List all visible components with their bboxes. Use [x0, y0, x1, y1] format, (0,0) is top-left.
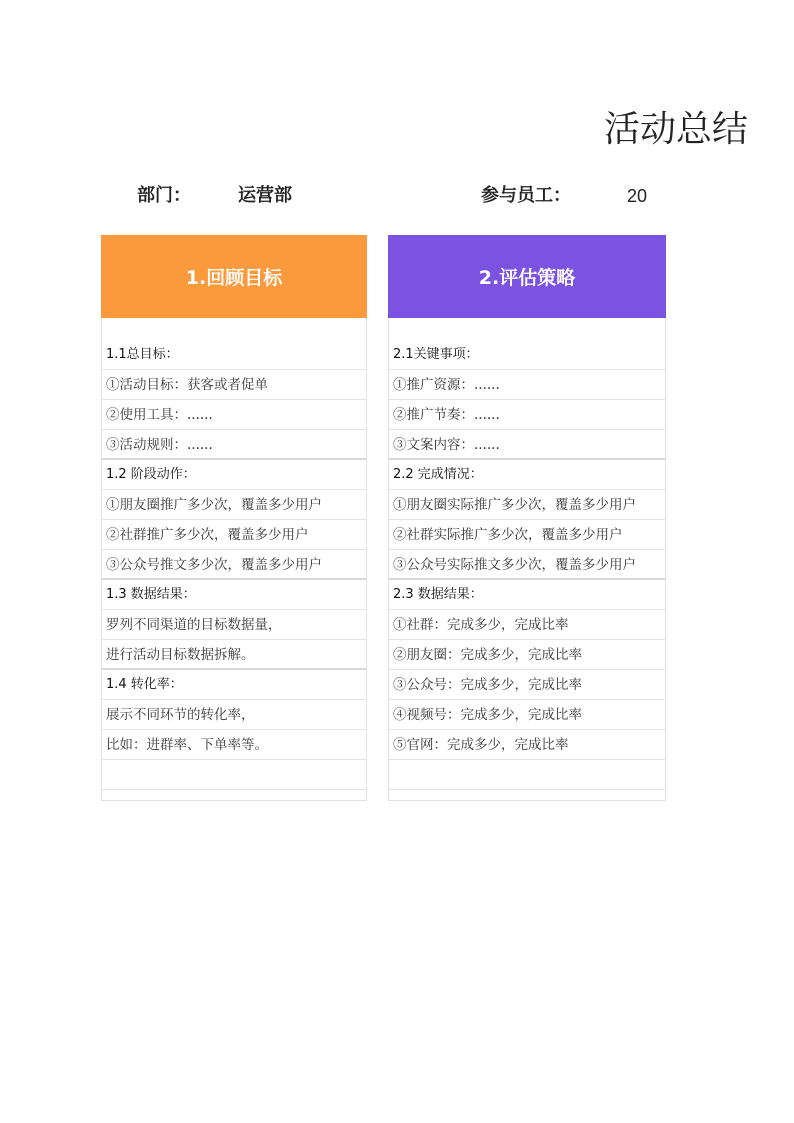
- evaluate-strategy-column: [388, 235, 666, 801]
- list-item: ②使用工具：......: [102, 400, 366, 430]
- section-heading: 1.4 转化率：: [102, 670, 366, 700]
- list-item: ②社群推广多少次，覆盖多少用户: [102, 520, 366, 550]
- staff-count-label: 参与员工：: [481, 185, 571, 206]
- list-item: ④视频号：完成多少，完成比率: [389, 700, 665, 730]
- column-spacer: [102, 318, 366, 340]
- list-item: ①推广资源：......: [389, 370, 665, 400]
- review-goals-rows: [102, 340, 366, 790]
- list-item: 比如：进群率、下单率等。: [102, 730, 366, 760]
- list-item: 进行活动目标数据拆解。: [102, 640, 366, 670]
- list-item: ②朋友圈：完成多少，完成比率: [389, 640, 665, 670]
- review-goals-column: [101, 235, 367, 801]
- section-heading: 2.3 数据结果：: [389, 580, 665, 610]
- list-item: ③公众号推文多少次，覆盖多少用户: [102, 550, 366, 580]
- list-item: ①社群：完成多少，完成比率: [389, 610, 665, 640]
- list-item: 罗列不同渠道的目标数据量，: [102, 610, 366, 640]
- section-heading: 2.2 完成情况：: [389, 460, 665, 490]
- department-value: 运营部: [238, 185, 292, 206]
- list-item: ③活动规则：......: [102, 430, 366, 460]
- section-heading: 1.3 数据结果：: [102, 580, 366, 610]
- list-item: ③公众号：完成多少，完成比率: [389, 670, 665, 700]
- list-item: ⑤官网：完成多少，完成比率: [389, 730, 665, 760]
- section-heading: 1.1总目标：: [102, 340, 366, 370]
- column-spacer: [389, 318, 665, 340]
- staff-count-value: 20: [627, 186, 648, 206]
- list-item: ①活动目标：获客或者促单: [102, 370, 366, 400]
- empty-row: [389, 760, 665, 790]
- evaluate-strategy-header: 2.评估策略: [388, 235, 666, 318]
- section-heading: 1.2 阶段动作：: [102, 460, 366, 490]
- page-title: 活动总结: [604, 109, 749, 150]
- list-item: ①朋友圈实际推广多少次，覆盖多少用户: [389, 490, 665, 520]
- list-item: ②社群实际推广多少次，覆盖多少用户: [389, 520, 665, 550]
- list-item: 展示不同环节的转化率，: [102, 700, 366, 730]
- evaluate-strategy-rows: [389, 340, 665, 790]
- empty-row: [102, 760, 366, 790]
- list-item: ①朋友圈推广多少次，覆盖多少用户: [102, 490, 366, 520]
- section-heading: 2.1关键事项：: [389, 340, 665, 370]
- list-item: ③公众号实际推文多少次，覆盖多少用户: [389, 550, 665, 580]
- department-label: 部门：: [137, 185, 191, 206]
- list-item: ③文案内容：......: [389, 430, 665, 460]
- list-item: ②推广节奏：......: [389, 400, 665, 430]
- review-goals-header: 1.回顾目标: [101, 235, 367, 318]
